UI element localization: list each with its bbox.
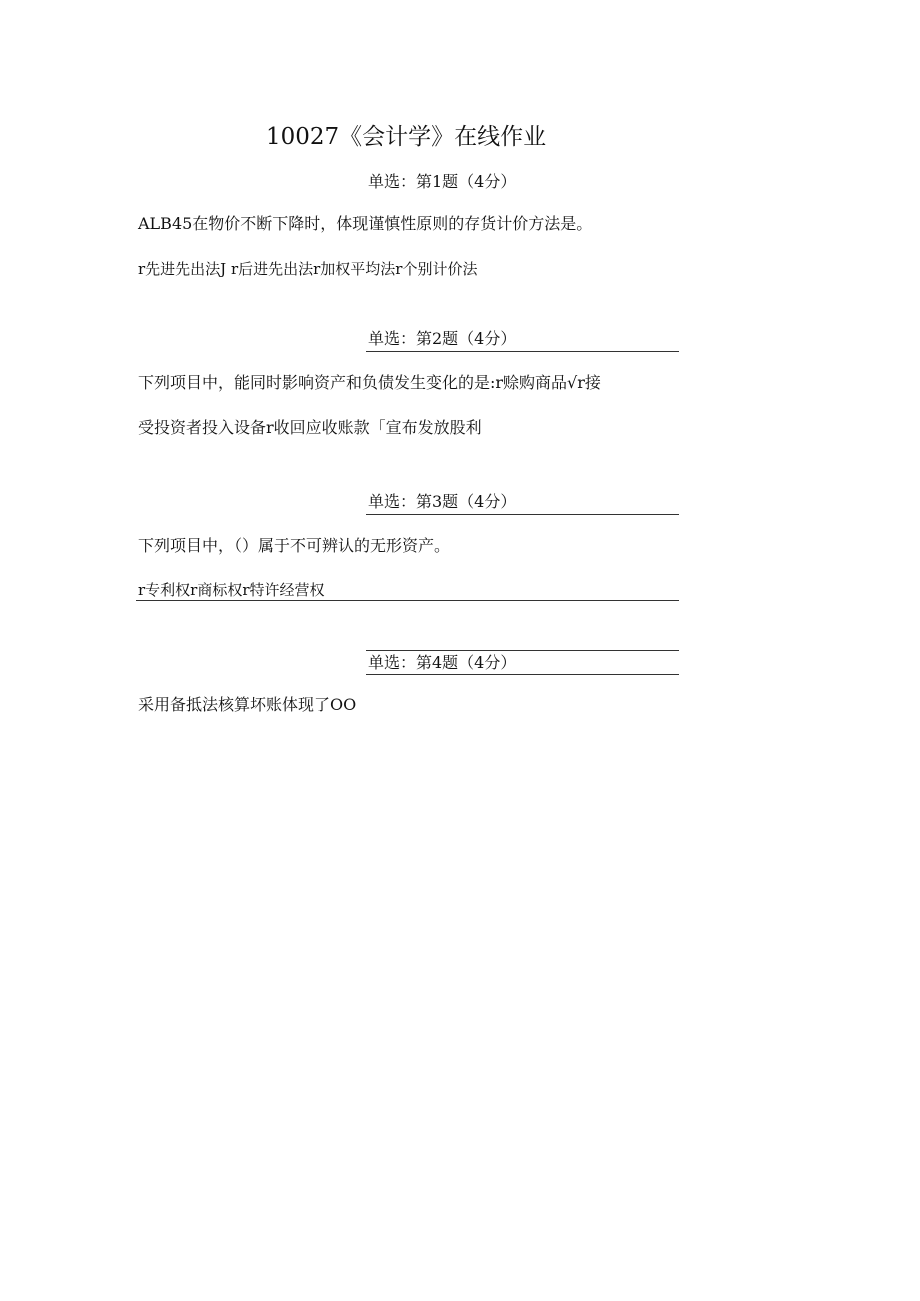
question-2-text-continued: 受投资者投入设备r收回应收账款「宣布发放股利 [138, 418, 482, 437]
question-2-text: 下列项目中，能同时影响资产和负债发生变化的是:r赊购商品√r接 [138, 373, 601, 392]
question-3-options: r专利权r商标权r特许经营权 [138, 581, 325, 599]
question-3-header: 单选：第3题（4分） [368, 492, 517, 511]
question-3-header-rule [366, 514, 679, 515]
question-4-header-rule [366, 674, 679, 675]
question-1-header: 单选：第1题（4分） [368, 172, 517, 191]
question-2-header: 单选：第2题（4分） [368, 329, 517, 348]
question-1-text: ALB45在物价不断下降时，体现谨慎性原则的存货计价方法是。 [138, 214, 593, 233]
question-3-options-rule [136, 600, 679, 601]
question-4-header: 单选：第4题（4分） [368, 653, 517, 672]
question-4-top-rule [366, 650, 679, 651]
question-2-header-rule [366, 351, 679, 352]
document-title: 10027《会计学》在线作业 [266, 124, 547, 150]
question-3-text: 下列项目中，（）属于不可辨认的无形资产。 [138, 536, 451, 555]
question-4-text: 采用备抵法核算坏账体现了OO [138, 695, 357, 714]
question-1-options: r先进先出法J r后进先出法r加权平均法r个别计价法 [138, 260, 478, 278]
